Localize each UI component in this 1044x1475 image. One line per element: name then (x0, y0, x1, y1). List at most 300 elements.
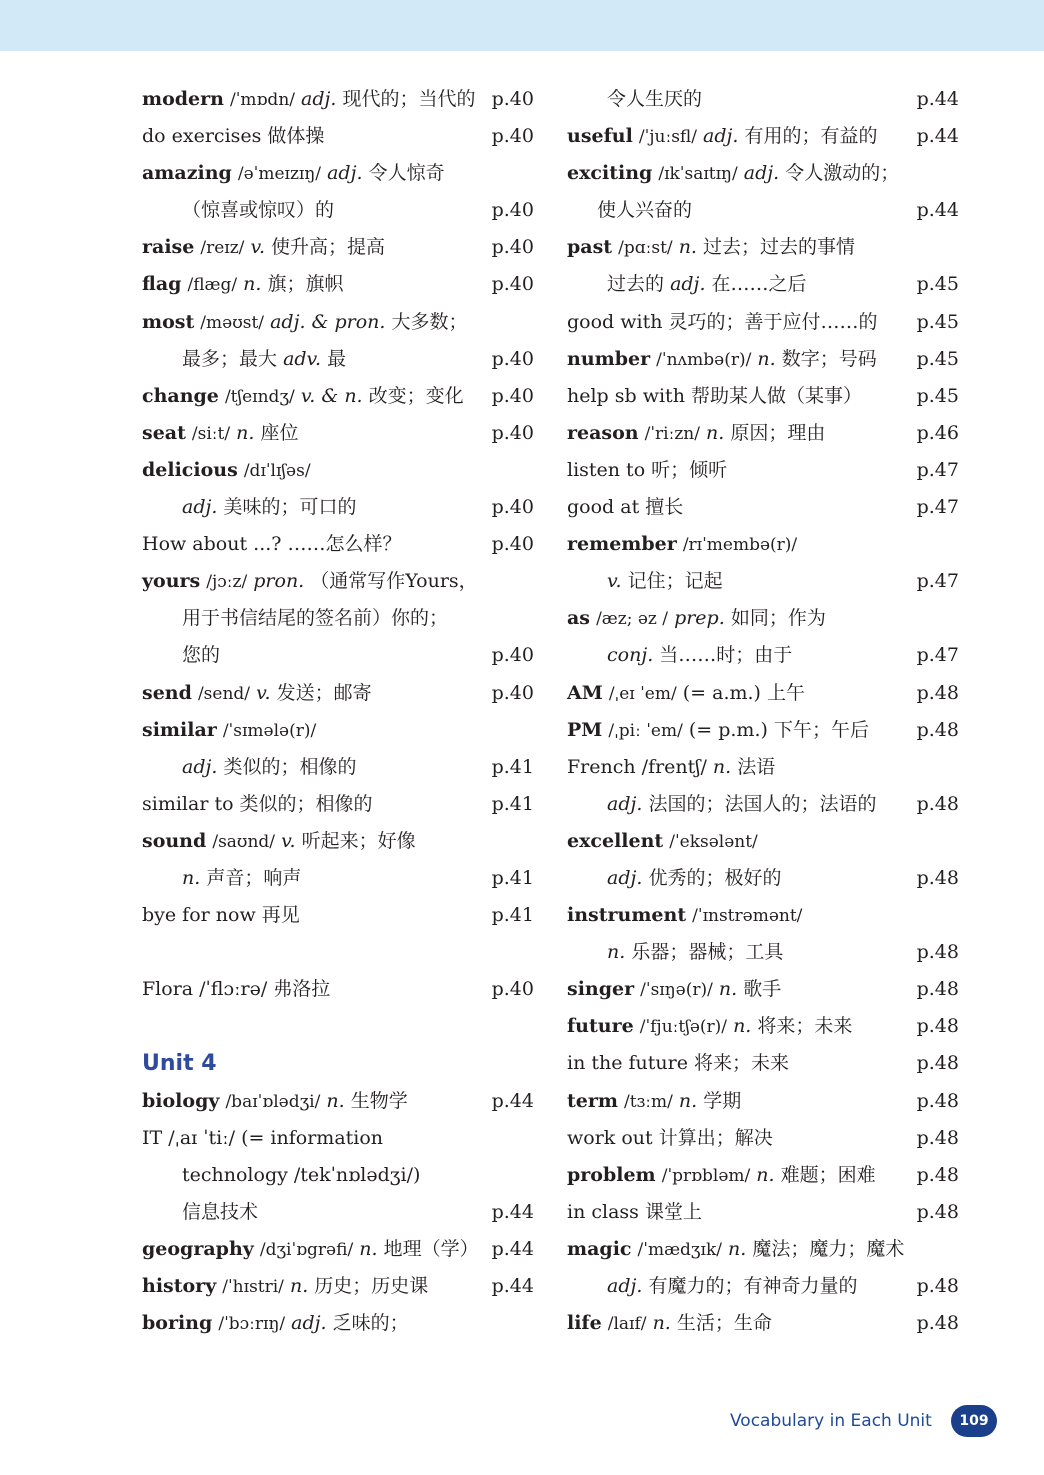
entry-text (567, 971, 781, 1009)
definition: 记住；记起 (627, 570, 723, 593)
entry-text (182, 600, 448, 637)
entry-text (567, 341, 877, 379)
part-of-speech: n. (728, 1237, 747, 1260)
definition: (= p.m.) 下午；午后 (688, 718, 869, 741)
vocab-entry (142, 637, 534, 674)
vocab-entry (567, 934, 959, 971)
vocab-entry (567, 1268, 959, 1305)
part-of-speech: v. (256, 681, 271, 704)
entry-text (597, 192, 692, 229)
phonetic: /ˌeɪ ˈem/ (608, 683, 677, 704)
entry-text (567, 415, 825, 453)
vocab-entry (142, 304, 534, 341)
phonetic: /ɪkˈsaɪtɪŋ/ (658, 164, 738, 185)
vocab-entry (142, 526, 534, 563)
definition: 大多数； (391, 310, 468, 333)
entry-text (567, 897, 802, 935)
page-ref: p.41 (491, 904, 534, 927)
phonetic: /rɪˈmembə(r)/ (682, 535, 798, 556)
definition: IT /ˌaɪ ˈtiː/ (= information (142, 1126, 384, 1149)
part-of-speech: n. (712, 755, 732, 778)
vocab-entry (142, 1305, 534, 1342)
vocab-column-right (567, 81, 959, 1342)
phonetic: /məʊst/ (200, 312, 265, 333)
entry-text (607, 637, 792, 674)
page-ref: p.47 (916, 458, 959, 481)
definition: Flora /ˈflɔːrə/ 弗洛拉 (142, 978, 331, 1001)
part-of-speech: adj. (607, 1275, 643, 1297)
part-of-speech: adj. (291, 1312, 327, 1335)
definition: 学期 (703, 1089, 742, 1112)
page-ref: p.41 (491, 792, 534, 815)
entry-text (142, 1083, 408, 1121)
definition: technology /tekˈnɒlədʒi/) (182, 1163, 421, 1186)
entry-text (567, 823, 758, 861)
vocab-entry (567, 192, 959, 229)
definition: 乐器；器械；工具 (631, 941, 784, 964)
definition: 历史；历史课 (314, 1275, 429, 1297)
phonetic: /əˈmeɪzɪŋ/ (237, 164, 322, 185)
page-ref: p.48 (916, 681, 959, 704)
vocab-entry (567, 860, 959, 897)
page-ref: p.40 (491, 88, 534, 110)
vocab-entry (142, 971, 534, 1008)
entry-text (567, 749, 775, 786)
definition: work out 计算出；解决 (567, 1126, 773, 1149)
part-of-speech: adj. (182, 496, 218, 519)
vocab-entry (142, 823, 534, 860)
definition: good with 灵巧的；善于应付……的 (567, 310, 878, 333)
phonetic: /dʒiˈɒgrəfi/ (259, 1239, 354, 1260)
headword: reason (567, 421, 639, 444)
definition: 美味的；可口的 (223, 496, 357, 519)
headword: useful (567, 125, 633, 148)
phonetic: /ˈmædʒɪk/ (637, 1239, 722, 1260)
vocab-entry (567, 1231, 959, 1268)
vocab-entry (567, 1305, 959, 1342)
phonetic: /reɪz/ (200, 238, 245, 259)
phonetic: /saʊnd/ (212, 831, 276, 852)
entry-text (142, 712, 316, 750)
page-ref: p.47 (916, 644, 959, 667)
vocab-entry (567, 378, 959, 415)
definition: 法国的；法国人的；法语的 (648, 792, 877, 815)
definition: listen to 听；倾听 (567, 458, 728, 481)
entry-text (607, 81, 702, 118)
entry-text (607, 860, 781, 897)
definition: do exercises 做体操 (142, 125, 325, 148)
headword: term (567, 1089, 618, 1112)
entry-text (142, 823, 416, 861)
entry-text (567, 1083, 741, 1121)
header-band (0, 0, 1044, 51)
definition: 有用的；有益的 (744, 125, 878, 148)
definition: help sb with 帮助某人做（某事） (567, 384, 862, 407)
vocab-entry (567, 1083, 959, 1120)
part-of-speech: prep. (674, 607, 725, 630)
vocab-entry (142, 81, 534, 118)
headword: number (567, 347, 651, 370)
phonetic: /send/ (197, 683, 251, 704)
page-ref: p.40 (491, 384, 534, 407)
part-of-speech: adj. (743, 162, 780, 185)
entry-text (142, 155, 445, 193)
part-of-speech: adj. & pron. (270, 310, 386, 333)
page-ref: p.40 (491, 978, 534, 1001)
vocab-entry (567, 823, 959, 860)
vocab-entry (567, 1157, 959, 1194)
vocab-entry (142, 378, 534, 415)
definition: 过去；过去的事情 (703, 236, 856, 259)
headword: PM (567, 718, 603, 741)
definition: similar to 类似的；相像的 (142, 792, 373, 815)
part-of-speech: n. (706, 421, 725, 444)
headword: sound (142, 829, 207, 852)
vocab-entry (142, 897, 534, 934)
page-ref: p.40 (491, 347, 534, 370)
headword: geography (142, 1237, 254, 1260)
page-ref: p.40 (491, 125, 534, 148)
headword: as (567, 607, 591, 630)
definition: good at 擅长 (567, 496, 684, 519)
part-of-speech: v. & n. (300, 384, 363, 407)
headword: seat (142, 421, 186, 444)
entry-text (142, 378, 464, 416)
phonetic: /ˈnʌmbə(r)/ (656, 349, 752, 370)
definition: 听起来；好像 (301, 829, 416, 852)
entry-text (182, 341, 346, 378)
part-of-speech: adj. (607, 792, 643, 815)
headword: singer (567, 978, 635, 1001)
part-of-speech: n. (678, 1089, 698, 1112)
part-of-speech-2: adv. (283, 347, 322, 370)
entry-text (607, 563, 723, 600)
vocab-entry (142, 675, 534, 712)
vocab-entry (567, 118, 959, 155)
entry-text (567, 1194, 702, 1231)
phonetic: /ˈhɪstri/ (222, 1277, 284, 1297)
part-of-speech: n. (243, 273, 262, 296)
definition: 使升高；提高 (271, 236, 386, 259)
phonetic: /tʃeɪndʒ/ (224, 386, 295, 407)
page-ref: p.48 (916, 1089, 959, 1112)
definition: （通常写作Yours， (310, 570, 478, 593)
definition: 过去的 (607, 273, 665, 296)
phonetic: /æz; əz / (596, 609, 669, 630)
headword: instrument (567, 904, 687, 927)
definition: bye for now 再见 (142, 904, 300, 927)
page-ref: p.40 (491, 533, 534, 556)
page-ref: p.48 (916, 1015, 959, 1038)
definition: 您的 (182, 644, 221, 667)
page-ref: p.40 (491, 273, 534, 296)
vocab-entry (142, 489, 534, 526)
definition: 当……时；由于 (659, 644, 793, 667)
definition: 难题；困难 (780, 1163, 876, 1186)
vocab-entry (142, 155, 534, 192)
unit-heading: Unit 4 (142, 1051, 217, 1077)
entry-text (567, 489, 683, 526)
page-ref: p.44 (916, 125, 959, 148)
part-of-speech: adj. (301, 88, 337, 110)
entry-text (567, 229, 855, 267)
headword: past (567, 236, 613, 259)
entry-text (142, 786, 373, 823)
entry-text (567, 1157, 876, 1195)
definition: 令人激动的； (785, 162, 900, 185)
definition: in class 课堂上 (567, 1200, 702, 1223)
definition: How about ...? ……怎么样？ (142, 533, 402, 556)
page-ref: p.48 (916, 1163, 959, 1186)
vocab-entry (567, 749, 959, 786)
vocab-entry (567, 81, 959, 118)
entry-text (567, 304, 878, 341)
part-of-speech: pron. (253, 570, 305, 593)
phonetic: /ˈbɔːrɪŋ/ (218, 1314, 286, 1335)
vocab-entry (142, 1083, 534, 1120)
part-of-speech: n. (182, 866, 201, 889)
vocab-entry (567, 971, 959, 1008)
headword: AM (567, 681, 603, 704)
vocab-entry (142, 563, 534, 600)
vocab-entry (142, 415, 534, 452)
entry-text (142, 897, 300, 934)
page-ref: p.48 (916, 941, 959, 964)
part-of-speech: adj. (670, 273, 706, 296)
vocab-entry (142, 341, 534, 378)
entry-text (142, 1120, 383, 1157)
definition: 乏味的； (332, 1312, 409, 1335)
part-of-speech: v. (607, 570, 622, 593)
entry-text (142, 1045, 217, 1083)
page-ref: p.44 (491, 1200, 534, 1223)
vocab-entry (142, 934, 534, 971)
entry-text (142, 1231, 479, 1269)
page-ref: p.45 (916, 310, 959, 333)
vocab-entry (142, 452, 534, 489)
vocab-entry (567, 563, 959, 600)
vocab-entry (142, 749, 534, 786)
entry-text (142, 971, 330, 1008)
entry-text (567, 118, 878, 156)
page-ref: p.44 (491, 1275, 534, 1297)
definition: 令人生厌的 (607, 88, 703, 110)
entry-text (142, 229, 385, 267)
headword: similar (142, 718, 217, 741)
entry-text (567, 378, 862, 415)
phonetic: /ˈsɪŋə(r)/ (640, 980, 713, 1001)
vocab-entry (142, 786, 534, 823)
entry-text (142, 563, 478, 601)
unit-heading-row (142, 1045, 534, 1082)
vocab-entry (567, 266, 959, 303)
page-ref: p.48 (916, 1052, 959, 1075)
definition: 数字；号码 (781, 347, 877, 370)
part-of-speech: n. (236, 421, 255, 444)
page-ref: p.47 (916, 570, 959, 593)
vocab-entry (142, 1231, 534, 1268)
definition: 使人兴奋的 (597, 199, 693, 222)
page-number-badge: 109 (951, 1405, 997, 1437)
phonetic: /ˈɪnstrəmənt/ (692, 906, 803, 927)
page-ref: p.44 (916, 199, 959, 222)
page-ref: p.45 (916, 384, 959, 407)
page-ref: p.48 (916, 978, 959, 1001)
vocab-entry (567, 489, 959, 526)
definition: 原因；理由 (730, 421, 826, 444)
phonetic: /ˈmɒdn/ (230, 90, 295, 110)
entry-text (607, 1268, 857, 1305)
part-of-speech: adj. (607, 866, 643, 889)
entry-text (607, 266, 807, 303)
entry-text (567, 1120, 773, 1157)
headword: send (142, 681, 192, 704)
page-ref: p.40 (491, 236, 534, 259)
entry-text (567, 600, 826, 638)
definition: in the future 将来；未来 (567, 1052, 790, 1075)
vocab-entry (567, 1045, 959, 1082)
entry-text (607, 934, 783, 971)
page-ref: p.40 (491, 496, 534, 519)
vocab-entry (567, 637, 959, 674)
vocab-entry (142, 266, 534, 303)
headword: flag (142, 273, 182, 296)
vocab-entry (567, 675, 959, 712)
entry-text (607, 786, 876, 823)
entry-text (182, 637, 220, 674)
definition: French /frentʃ/ (567, 755, 707, 778)
part-of-speech: adj. (182, 755, 218, 778)
page-ref: p.48 (916, 1275, 959, 1297)
part-of-speech: v. (250, 236, 265, 259)
part-of-speech: n. (607, 941, 626, 964)
entry-text (567, 1231, 904, 1269)
definition: 改变；变化 (368, 384, 464, 407)
part-of-speech: adj. (327, 162, 363, 185)
definition: 现代的；当代的 (342, 88, 476, 110)
definition: 旗；旗帜 (267, 273, 344, 296)
page-ref: p.41 (491, 866, 534, 889)
entry-text (142, 1305, 409, 1343)
entry-text (567, 155, 899, 193)
part-of-speech: n. (718, 978, 738, 1001)
headword: delicious (142, 458, 238, 481)
definition: 优秀的；极好的 (648, 866, 782, 889)
entry-text (142, 266, 344, 304)
definition: 最多；最大 (182, 347, 278, 370)
phonetic: /tɜːm/ (624, 1091, 673, 1112)
page-ref: p.45 (916, 273, 959, 296)
headword: change (142, 384, 219, 407)
vocab-entry (567, 712, 959, 749)
vocab-entry (567, 526, 959, 563)
phonetic: /baɪˈɒlədʒi/ (225, 1091, 321, 1112)
phonetic: /dɪˈlɪʃəs/ (243, 460, 311, 481)
entry-text (567, 452, 727, 489)
vocab-entry (567, 786, 959, 823)
definition: 将来；未来 (757, 1015, 853, 1038)
headword: excellent (567, 829, 664, 852)
definition: 有魔力的；有神奇力量的 (648, 1275, 858, 1297)
phonetic: /ˈprɒbləm/ (661, 1165, 751, 1186)
definition-2: 法语 (737, 755, 776, 778)
vocab-entry (142, 118, 534, 155)
vocab-entry (567, 155, 959, 192)
entry-text (142, 415, 299, 453)
part-of-speech: v. (281, 829, 296, 852)
page-ref: p.44 (491, 1089, 534, 1112)
definition: 用于书信结尾的签名前）你的； (182, 607, 449, 630)
definition-2: 在……之后 (711, 273, 807, 296)
page-ref: p.48 (916, 1126, 959, 1149)
vocab-entry (567, 452, 959, 489)
definition: (= a.m.) 上午 (682, 681, 806, 704)
headword: history (142, 1275, 217, 1297)
entry-text (182, 749, 356, 786)
part-of-speech: n. (757, 347, 776, 370)
definition: 生物学 (350, 1089, 408, 1112)
headword: exciting (567, 162, 653, 185)
page-ref: p.48 (916, 866, 959, 889)
headword: raise (142, 236, 195, 259)
part-of-speech: n. (678, 236, 697, 259)
vocab-entry (567, 341, 959, 378)
phonetic: /flæg/ (187, 275, 238, 296)
entry-text (567, 675, 805, 713)
definition: 歌手 (743, 978, 782, 1001)
headword: remember (567, 533, 677, 556)
phonetic: /ˈjuːsfl/ (638, 127, 697, 148)
vocab-entry (142, 1008, 534, 1045)
headword: biology (142, 1089, 220, 1112)
phonetic: /siːt/ (191, 423, 231, 444)
page-ref: p.47 (916, 496, 959, 519)
headword: most (142, 310, 195, 333)
part-of-speech: n. (289, 1275, 309, 1297)
vocab-entry (567, 229, 959, 266)
vocab-entry (567, 1120, 959, 1157)
page-ref: p.48 (916, 792, 959, 815)
definition: 令人惊奇 (368, 162, 445, 185)
headword: future (567, 1015, 634, 1038)
entry-text (567, 1008, 852, 1046)
entry-text (182, 192, 334, 229)
definition-2: 最 (327, 347, 347, 370)
entry-text (182, 1194, 258, 1231)
definition: 信息技术 (182, 1200, 259, 1223)
vocab-entry (567, 415, 959, 452)
definition: （惊喜或惊叹）的 (182, 199, 335, 222)
entry-text (182, 860, 301, 897)
vocab-entry (142, 1157, 534, 1194)
vocab-entry (142, 192, 534, 229)
headword: yours (142, 570, 201, 593)
vocab-column-left (142, 81, 534, 1342)
page-ref: p.48 (916, 1200, 959, 1223)
page-ref: p.41 (491, 755, 534, 778)
part-of-speech: adj. (703, 125, 739, 148)
phonetic: /laɪf/ (607, 1314, 647, 1335)
entry-text (142, 526, 402, 563)
page-ref: p.44 (491, 1237, 534, 1260)
entry-text (182, 1157, 420, 1194)
definition: 发送；邮寄 (276, 681, 372, 704)
page-ref: p.48 (916, 718, 959, 741)
definition: 座位 (260, 421, 299, 444)
part-of-speech: n. (359, 1237, 378, 1260)
entry-text (567, 712, 869, 750)
phonetic: /ˈeksələnt/ (669, 831, 758, 852)
